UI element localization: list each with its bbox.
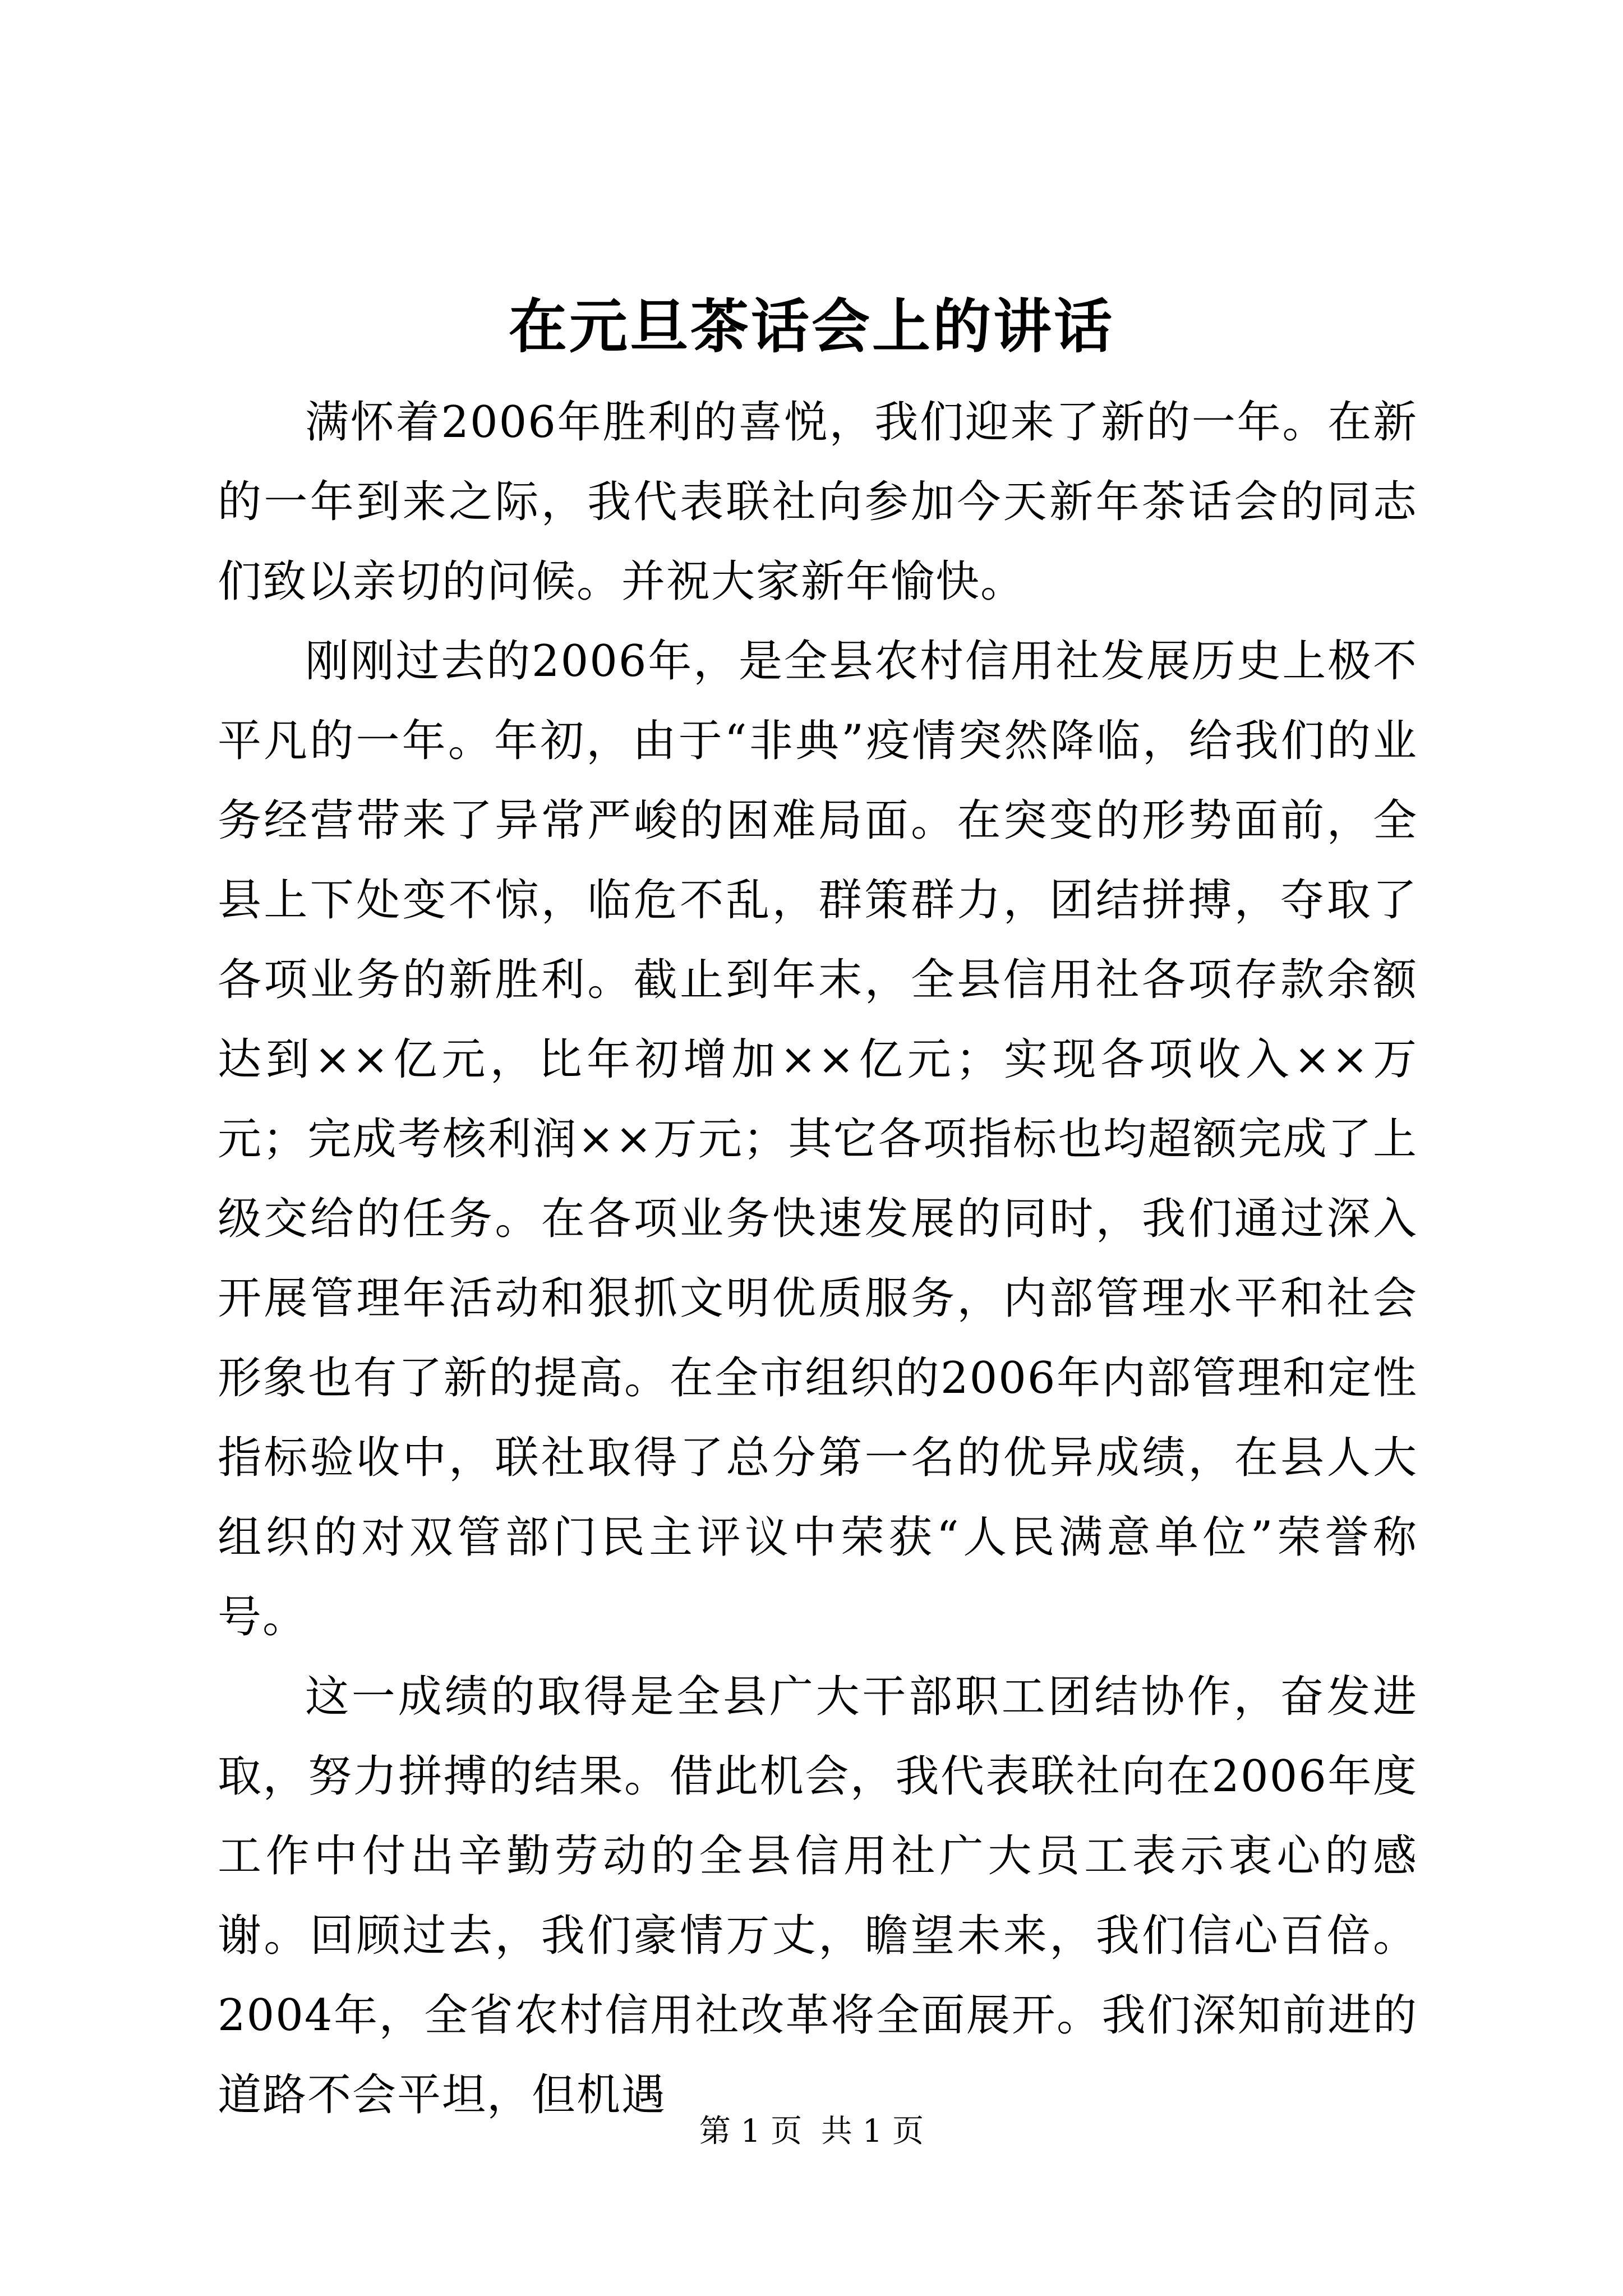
paragraph-3: 这一成绩的取得是全县广大干部职工团结协作，奋发进取，努力拼搏的结果。借此机会，我代表联社向在2006年度工作中付出辛勤劳动的全县信用社广大员工表示衷心的感谢。回顾过去，我们豪情万丈，瞻望未来，我们信心百倍。2004年，全省农村信用社改革将全面展开。我们深知前进的道路不会平坦，但机遇 xyxy=(218,1672,1418,2120)
document-body xyxy=(218,383,1418,2135)
page-number: 第 1 页 xyxy=(699,2113,803,2150)
paragraph-1: 满怀着2006年胜利的喜悦，我们迎来了新的一年。在新的一年到来之际，我代表联社向参加今天新年茶话会的同志们致以亲切的问候。并祝大家新年愉快。 xyxy=(218,397,1418,607)
paragraph-2: 刚刚过去的2006年，是全县农村信用社发展历史上极不平凡的一年。年初，由于“非典”疫情突然降临，给我们的业务经营带来了异常严峻的困难局面。在突变的形势面前，全县上下处变不惊，临危不乱，群策群力，团结拼搏，夺取了各项业务的新胜利。截止到年末，全县信用社各项存款余额达到××亿元，比年初增加××亿元；实现各项收入××万元；完成考核利润××万元；其它各项指标也均超额完成了上级交给的任务。在各项业务快速发展的同时，我们通过深入开展管理年活动和狠抓文明优质服务，内部管理水平和社会形象也有了新的提高。在全市组织的2006年内部管理和定性指标验收中，联社取得了总分第一名的优异成绩，在县人大组织的对双管部门民主评议中荣获“人民满意单位”荣誉称号。 xyxy=(218,636,1418,1642)
page-footer xyxy=(0,2109,1623,2154)
page-title: 在元旦茶话会上的讲话 xyxy=(508,292,1114,361)
page-total: 共 1 页 xyxy=(820,2113,924,2150)
